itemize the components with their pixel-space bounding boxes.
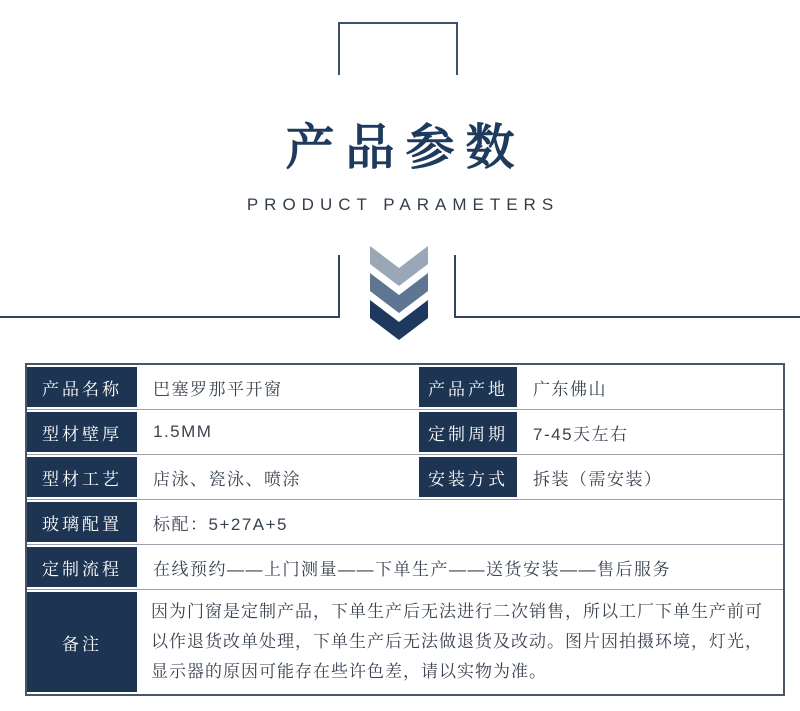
spec-value: 1.5MM xyxy=(153,422,213,441)
spec-label: 产品名称 xyxy=(27,367,137,407)
spec-label: 定制流程 xyxy=(27,547,137,587)
divider-line-right xyxy=(454,316,800,318)
spec-value: 拆装（需安装） xyxy=(533,469,663,489)
spec-label: 安装方式 xyxy=(419,457,517,497)
spec-label: 型材工艺 xyxy=(27,457,137,497)
spec-label: 型材壁厚 xyxy=(27,412,137,452)
header-section xyxy=(0,0,800,345)
divider-notch-right xyxy=(454,255,456,318)
spec-value: 标配：5+27A+5 xyxy=(153,514,289,534)
table-row xyxy=(27,455,783,500)
spec-value-remark: 因为门窗是定制产品，下单生产后无法进行二次销售，所以工厂下单生产前可以作退货改单处理，下单生产后无法做退货及改动。图片因拍摄环境，灯光，显示器的原因可能存在些许色差，请以实物为准。 xyxy=(151,602,763,681)
table-row xyxy=(27,590,783,694)
spec-value: 店泳、瓷泳、喷涂 xyxy=(153,469,301,489)
page-title: 产品参数 xyxy=(285,121,526,175)
spec-value: 广东佛山 xyxy=(533,379,607,399)
chevron-down-icon xyxy=(370,246,428,340)
spec-label: 产品产地 xyxy=(419,367,517,407)
spec-label: 备注 xyxy=(27,592,137,692)
table-row xyxy=(27,365,783,410)
spec-value: 在线预约——上门测量——下单生产——送货安装——售后服务 xyxy=(153,559,671,579)
table-row xyxy=(27,545,783,590)
table-row xyxy=(27,500,783,545)
page-subtitle: PRODUCT PARAMETERS xyxy=(246,195,560,214)
top-bracket-frame xyxy=(338,22,458,75)
table-row xyxy=(27,410,783,455)
spec-label: 定制周期 xyxy=(419,412,517,452)
spec-value: 7-45天左右 xyxy=(533,424,629,444)
divider-notch-left xyxy=(338,255,340,318)
spec-label: 玻璃配置 xyxy=(27,502,137,542)
product-spec-table xyxy=(25,363,785,696)
divider-line-left xyxy=(0,316,340,318)
spec-value: 巴塞罗那平开窗 xyxy=(153,379,283,399)
